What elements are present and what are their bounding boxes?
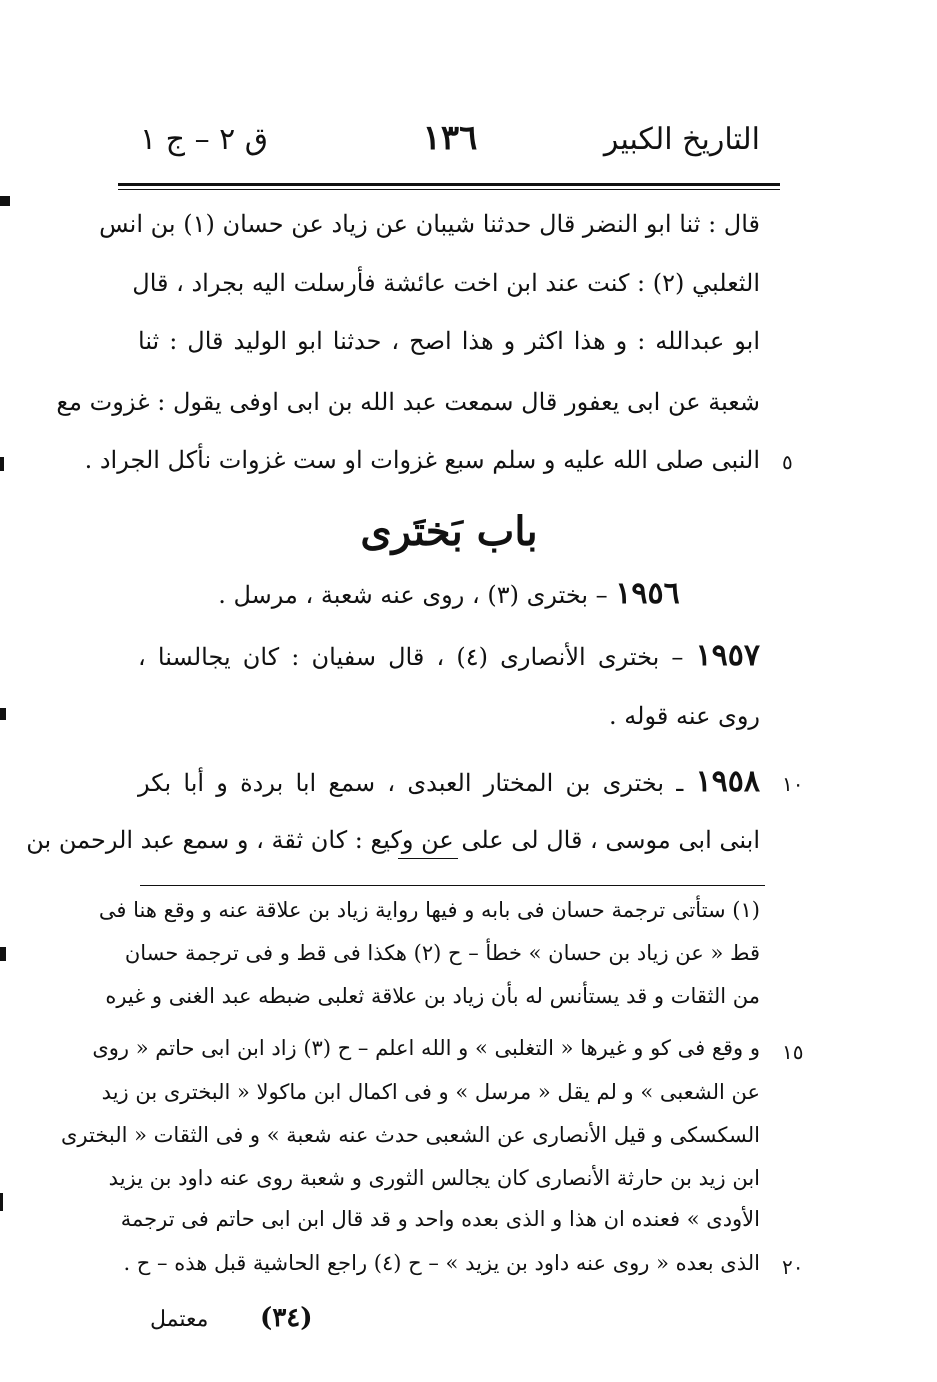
header-rule — [118, 183, 780, 186]
entry-number: ١٩٥٨ — [695, 764, 760, 799]
footnote-line: من الثقات و قد يستأنس له بأن زياد بن علاقة ثعلبى ضبطه عبد الغنى و غيره — [105, 984, 760, 1008]
footnote-line: قط « عن زياد بن حسان » خطأ – ح (٢) هكذا فى قط و فى ترجمة حسان — [124, 941, 760, 965]
printer-signature: معتمل — [150, 1307, 209, 1332]
body-line: قال : ثنا ابو النضر قال حدثنا شيبان عن زياد عن حسان (١) بن انس — [99, 210, 760, 238]
entry-number: ١٩٥٦ — [615, 576, 680, 611]
book-title: التاريخ الكبير — [603, 122, 760, 157]
scan-edge-mark — [0, 1193, 3, 1211]
entry-continuation: ابنى ابى موسى ، قال لى على عن وكيع : كان ثقة ، و سمع عبد الرحمن بن — [26, 826, 760, 854]
scan-edge-mark — [0, 457, 4, 471]
volume-label: ق ٢ – ج ١ — [140, 122, 269, 157]
entry-1958 — [138, 764, 760, 799]
scan-edge-mark — [0, 196, 10, 206]
underline-mark — [398, 858, 458, 859]
entry-text: – بختری (٣) ، روى عنه شعبة ، مرسل . — [218, 581, 616, 609]
line-number: ٥ — [782, 450, 793, 474]
entry-continuation: روى عنه قوله . — [609, 702, 760, 730]
scan-edge-mark — [0, 947, 6, 961]
footnote-line: ابن زيد بن حارثة الأنصارى كان يجالس الثورى و شعبة روى عنه داود بن يزيد — [108, 1166, 760, 1190]
running-header — [140, 118, 760, 174]
footnote-line: عن الشعبى » و لم يقل « مرسل » و فى اكمال ابن ماكولا « البختری بن زيد — [101, 1080, 760, 1104]
footnote-line: الأودى » فعنده ان هذا و الذى بعده واحد و قد قال ابن ابى حاتم فى ترجمة — [120, 1207, 760, 1231]
body-line: شعبة عن ابى يعفور قال سمعت عبد الله بن ابى اوفى يقول : غزوت مع — [56, 388, 760, 416]
entry-1957 — [138, 638, 760, 673]
page-number: ١٣٦ — [422, 118, 478, 158]
sheet-number: (٣٤) — [260, 1303, 313, 1333]
footnote-rule — [140, 885, 765, 886]
header-rule-thin — [118, 189, 780, 190]
line-number: ١٠ — [782, 772, 804, 796]
body-line: الثعلبي (٢) : كنت عند ابن اخت عائشة فأرسلت اليه بجراد ، قال — [132, 269, 760, 297]
scan-edge-mark — [0, 708, 6, 720]
entry-text: ـ بختری بن المختار العبدی ، سمع ابا بردة و أبا بكر — [138, 769, 696, 797]
body-line: ابو عبدالله : و هذا اكثر و هذا اصح ، حدثنا ابو الوليد قال : ثنا — [138, 327, 760, 355]
line-number: ١٥ — [782, 1040, 804, 1064]
footnote-line: الذى بعده « روى عنه داود بن يزيد » – ح (٤) راجع الحاشية قبل هذه – ح . — [123, 1251, 760, 1275]
chapter-title: باب بَختَرى — [360, 508, 538, 555]
footnote-line: و وقع فى كو و غيرها « التغلبى » و الله اعلم – ح (٣) زاد ابن ابى حاتم « روى — [92, 1036, 760, 1060]
line-number: ٢٠ — [782, 1255, 804, 1279]
entry-1956 — [138, 576, 760, 611]
footnote-line: (١) ستأتى ترجمة حسان فى بابه و فيها رواية زياد بن علاقة عنه و وقع هنا فى — [98, 898, 760, 922]
footnote-line: السكسكى و قيل الأنصارى عن الشعبى حدث عنه شعبة » و فى الثقات « البختری — [60, 1123, 760, 1147]
entry-text: – بختری الأنصاری (٤) ، قال سفيان : كان يجالسنا ، — [138, 643, 696, 671]
entry-number: ١٩٥٧ — [695, 638, 760, 673]
body-line: النبى صلى الله عليه و سلم سبع غزوات او ست غزوات نأكل الجراد . — [84, 446, 760, 474]
